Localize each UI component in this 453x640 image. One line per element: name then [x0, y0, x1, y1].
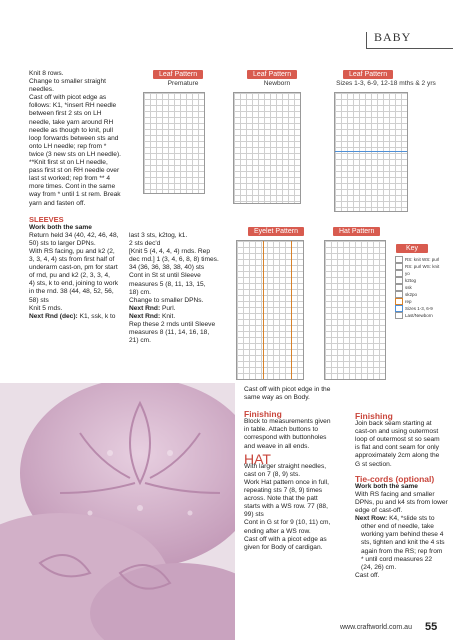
- text-line: Knit 8 rows.: [29, 70, 64, 77]
- text-line: needle, take yarn around RH: [29, 118, 114, 126]
- text-line: 50) sts to larger DPNs.: [29, 239, 96, 247]
- key-swatch: [395, 291, 403, 298]
- page-header: [0, 30, 453, 50]
- text-line: of rnd, pu and k2 (2, 3, 3, 4,: [29, 272, 111, 280]
- key-swatch: [395, 256, 403, 263]
- finishing-heading: Finishing: [244, 409, 282, 420]
- text-line: yarn and fasten off.: [29, 199, 86, 207]
- key-item: [395, 270, 443, 277]
- col4-instructions: [355, 412, 451, 580]
- text-line: Rep these 2 rnds until Sleeve: [129, 321, 216, 329]
- text-line: sts, tighten and knit the 4 sts: [361, 539, 445, 547]
- text-line: Cast off with picot edge as: [29, 94, 107, 102]
- leaf-chart-sizes: [334, 92, 408, 212]
- work-both-label: Work both the same: [355, 482, 418, 490]
- text-line: Block to measurements given: [244, 418, 331, 426]
- next-rnd-text: K1, ssk, k to: [77, 312, 116, 320]
- text-line: edge of cast-off.: [355, 507, 403, 515]
- text-line: 3, 3, 4, 4) sts from first half of: [29, 256, 115, 264]
- text-line: across. Note that the patt: [244, 495, 318, 503]
- text-line: in the rnd. 38 (44, 48, 52, 56,: [29, 288, 114, 296]
- next-row-label: Next Row:: [355, 515, 388, 523]
- key-label: Sizes 1-3, 6-9: [405, 305, 433, 311]
- body-text: [129, 232, 224, 305]
- key-swatch: [395, 305, 403, 312]
- text-line: measures 5 (8, 11, 13, 15,: [129, 280, 206, 288]
- text-line: Join back seam starting at: [355, 420, 432, 428]
- text-line: given for Body of cardigan.: [244, 543, 323, 551]
- text-line: other end of needle, take: [361, 523, 434, 531]
- key-swatch: [395, 298, 403, 305]
- text-line: follows: K1, *insert RH needle: [29, 102, 117, 110]
- text-line: twice (3 new sts on LH needle).: [29, 150, 121, 158]
- leaf-chart-newborn: [233, 92, 301, 204]
- cast-off-text: Cast off.: [355, 571, 380, 579]
- key-item: [395, 305, 443, 312]
- chart-title-leaf-premature: Leaf Pattern: [153, 70, 203, 79]
- text-line: 58) sts: [29, 296, 49, 304]
- key-swatch: [395, 284, 403, 291]
- next-rnd-label: Next Rnd:: [129, 312, 161, 320]
- text-line: With RS facing and smaller: [355, 490, 435, 498]
- text-line: same way as on Body.: [244, 394, 310, 402]
- key-swatch: [395, 312, 403, 319]
- text-line: Cast off with picot edge in the: [244, 386, 331, 393]
- text-line: 18) cm.: [129, 288, 151, 296]
- page-number: 55: [425, 621, 438, 633]
- text-line: again from the RS; rep from: [361, 547, 443, 555]
- key-label: sk2po: [405, 291, 418, 297]
- tie-cords-heading: Tie-cords (optional): [355, 473, 435, 484]
- key-label: Last/Newborn: [405, 312, 433, 318]
- chart-subtitle: Sizes 1-3, 6-9, 12-18 mths & 2 yrs: [336, 80, 436, 87]
- text-line: DPNs, pu and k4 sts from lower: [355, 498, 448, 506]
- text-line: starts with a WS row. 77 (88,: [244, 503, 328, 511]
- chart-title-leaf-sizes: Leaf Pattern: [343, 70, 393, 79]
- next-rnd-label: Next Rnd (dec):: [29, 312, 78, 320]
- key-label: rep: [405, 298, 412, 304]
- text-line: way from * until 1 st rem. Break: [29, 191, 121, 199]
- text-line: Change to smaller DPNs.: [129, 296, 204, 304]
- chart-title-hat: Hat Pattern: [333, 227, 380, 236]
- body-text: [129, 321, 224, 345]
- text-line: 34 (36, 36, 38, 38, 40) sts: [129, 264, 205, 272]
- chart-subtitle: Premature: [167, 80, 199, 87]
- text-line: **Knit first st on LH needle,: [29, 159, 108, 167]
- text-line: last st worked; rep from ** 4: [29, 175, 110, 183]
- text-line: Work Hat pattern once in full,: [244, 478, 329, 486]
- col2-instructions: [129, 232, 224, 345]
- text-line: ending after a WS row.: [244, 527, 311, 535]
- eyelet-chart: [236, 240, 304, 380]
- text-line: cast on 7 (8, 9) sts.: [244, 470, 301, 478]
- next-row-text: K4, *slide sts to: [387, 515, 435, 523]
- baby-knit-photo: [0, 383, 235, 640]
- text-line: Return held 34 (40, 42, 46, 48,: [29, 231, 119, 239]
- text-line: dec rnd.] 1 (3, 4, 6, 8, 8) times.: [129, 256, 219, 264]
- text-line: onto LH needle; rep from *: [29, 142, 107, 150]
- key-item: [395, 291, 443, 298]
- text-line: last 3 sts, k2tog, k1.: [129, 232, 188, 239]
- text-line: approximately 2cm along the: [355, 452, 440, 460]
- key-item: [395, 284, 443, 291]
- text-line: Cont in St st until Sleeve: [129, 272, 201, 280]
- key-swatch: [395, 277, 403, 284]
- key-item: [395, 298, 443, 305]
- text-line: With RS facing, pu and k2 (2,: [29, 247, 115, 255]
- text-line: loop forwards between sts and: [29, 134, 119, 142]
- tie-cords-text: [355, 491, 451, 515]
- next-rnd-label: Next Rnd:: [129, 304, 161, 312]
- chart-title-leaf-newborn: Leaf Pattern: [247, 70, 297, 79]
- knitwear-illustration: [0, 383, 235, 640]
- text-line: (24, 26) cm.: [361, 563, 397, 571]
- key-swatch: [395, 263, 403, 270]
- hat-text: [244, 463, 344, 552]
- body-text: [29, 70, 124, 208]
- text-line: Change to smaller straight: [29, 78, 106, 86]
- work-both-label: Work both the same: [29, 223, 92, 231]
- body-text: [244, 386, 344, 402]
- text-line: Knit 5 rnds.: [29, 304, 63, 312]
- repeat-line: [263, 241, 264, 379]
- key-swatch: [395, 270, 403, 277]
- text-line: G st section.: [355, 460, 392, 468]
- text-line: in table. Attach buttons to: [244, 426, 319, 434]
- key-item: [395, 277, 443, 284]
- sleeves-heading: SLEEVES: [29, 214, 64, 224]
- text-line: underarm cast-on, pm for start: [29, 264, 118, 272]
- key-label: k2tog: [405, 277, 417, 283]
- text-line: working yarn behind these 4: [361, 531, 444, 539]
- text-line: Cast off with a picot edge as: [244, 535, 327, 543]
- text-line: 4) sts, k to end, joining to work: [29, 280, 119, 288]
- key-item: [395, 263, 443, 270]
- text-line: more times. Cont in the same: [29, 183, 116, 191]
- section-label: BABY: [374, 30, 412, 44]
- key-item: [395, 256, 443, 263]
- footer-url[interactable]: www.craftworld.com.au: [340, 624, 412, 631]
- key-label: RS: purl WS: knit: [405, 263, 440, 269]
- text-line: * until cord measures 22: [361, 555, 433, 563]
- text-line: With larger straight needles,: [244, 462, 327, 470]
- col3-instructions: [244, 386, 344, 552]
- col1-instructions: [29, 70, 124, 321]
- chart-title-eyelet: Eyelet Pattern: [248, 227, 304, 236]
- text-line: Cont in G st for 9 (10, 11) cm,: [244, 519, 331, 527]
- text-line: measures 8 (11, 14, 16, 18,: [129, 329, 210, 337]
- hat-chart: [324, 240, 386, 380]
- key-item: [395, 312, 443, 319]
- next-row-text: [355, 523, 451, 572]
- key-title: Key: [396, 244, 428, 253]
- text-line: between first 2 sts on LH: [29, 110, 102, 118]
- size-guide-line: [335, 151, 407, 152]
- repeat-line: [291, 241, 292, 379]
- key-label: yo: [405, 270, 410, 276]
- text-line: loop of outermost st so seam: [355, 436, 440, 444]
- text-line: 99) sts: [244, 511, 264, 519]
- text-line: repeating sts 7 (8, 9) times: [244, 487, 323, 495]
- key-legend: [395, 256, 443, 319]
- sleeves-text: [29, 232, 124, 313]
- text-line: needle as though to knit, pull: [29, 126, 113, 134]
- text-line: pass first st on RH needle over: [29, 167, 120, 175]
- hat-heading: HAT: [244, 450, 271, 467]
- text-line: 2 sts dec'd: [129, 240, 161, 248]
- text-line: 21) cm.: [129, 337, 151, 345]
- next-rnd-text: Knit.: [160, 312, 176, 320]
- text-line: needles.: [29, 86, 54, 94]
- text-line: correspond with buttonholes: [244, 434, 327, 442]
- next-rnd-text: Purl.: [160, 304, 176, 312]
- finishing-heading: Finishing: [355, 411, 393, 421]
- key-label: ssk: [405, 284, 412, 290]
- text-line: is flat and cont seam for only: [355, 444, 439, 452]
- finishing-text: [355, 420, 451, 469]
- key-label: RS: knit WS: purl: [405, 256, 440, 262]
- text-line: and weave in all ends.: [244, 442, 310, 450]
- finishing-text: [244, 418, 344, 450]
- text-line: cast-on and using outermost: [355, 428, 439, 436]
- leaf-chart-premature: [143, 92, 205, 194]
- text-line: [Knit 5 (4, 4, 4, 4) rnds. Rep: [129, 248, 210, 256]
- chart-subtitle: Newborn: [263, 80, 291, 87]
